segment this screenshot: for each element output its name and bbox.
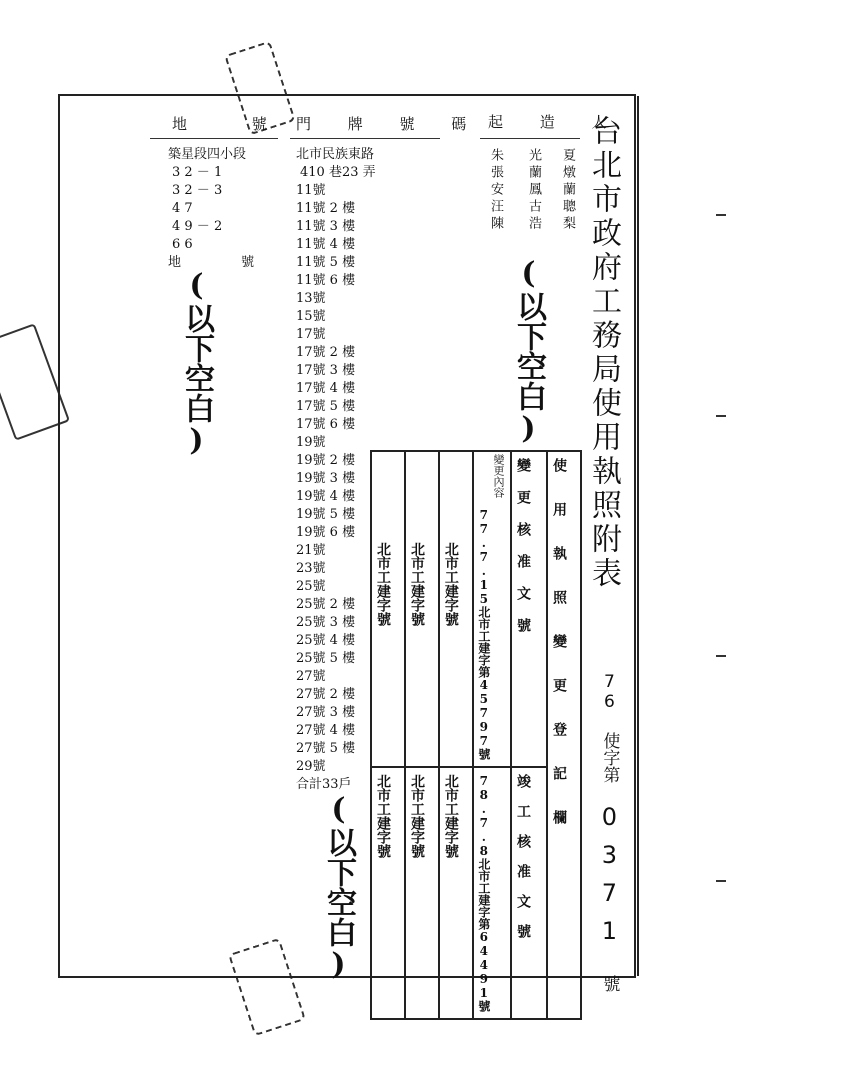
address-unit: 15號 [296,309,326,324]
land-number: 4 9 － 2 [172,219,223,234]
address-unit: 25號 4 樓 [296,633,356,648]
table-header: 使用執照變更登記欄 [551,458,568,854]
title-divider [637,96,639,976]
permit-year: 76 [599,672,620,712]
blank-mark: (以下空白) [179,268,214,458]
header-land-no: 地 號 [172,115,297,133]
address-unit: 27號 4 樓 [296,723,356,738]
address-unit: 11號 5 樓 [296,255,356,270]
address-road: 北市民族東路 [296,147,375,162]
address-unit: 25號 5 樓 [296,651,356,666]
address-unit: 19號 3 樓 [296,471,356,486]
address-unit: 21號 [296,543,326,558]
edge-tick [716,214,726,216]
blank-mark: (以下空白) [321,792,356,982]
address-unit: 11號 3 樓 [296,219,356,234]
header-underline [290,138,440,139]
address-unit: 27號 5 樓 [296,741,356,756]
col-left-header: 變更核准文號 [514,458,531,650]
land-number: 3 2 － 1 [172,165,223,180]
land-section: 築星段四小段 [168,147,247,162]
land-number: 4 7 [172,201,193,216]
permit-no: 0371 [595,803,624,955]
change-table [370,450,582,1020]
address-unit: 23號 [296,561,326,576]
col-right-header: 竣工核准文號 [514,774,531,954]
address-unit: 19號 5 樓 [296,507,356,522]
edge-tick [716,880,726,882]
address-unit: 17號 6 樓 [296,417,356,432]
table-row-cell: 北市工建字號 [408,542,425,626]
page-title: 台北市政府工務局使用執照附表 [586,115,621,591]
address-unit: 17號 4 樓 [296,381,356,396]
address-lane: 410 巷23 弄 [300,165,376,180]
table-row-cell: 77.7.15北市工建字第45797號 [476,508,491,760]
edge-tick [716,415,726,417]
address-unit: 11號 6 樓 [296,273,356,288]
permit-prefix: 使字第 [599,732,620,783]
header-door-no: 門 牌 號 碼 [296,115,483,133]
table-row-cell: 北市工建字號 [442,542,459,626]
address-unit: 27號 2 樓 [296,687,356,702]
address-unit: 11號 [296,183,326,198]
address-unit: 19號 6 樓 [296,525,356,540]
address-unit: 25號 2 樓 [296,597,356,612]
header-builder: 起 造 人 [488,113,623,131]
address-unit: 11號 2 樓 [296,201,356,216]
address-unit: 13號 [296,291,326,306]
edge-tick [716,655,726,657]
address-unit: 17號 3 樓 [296,363,356,378]
address-unit: 19號 4 樓 [296,489,356,504]
address-unit: 25號 3 樓 [296,615,356,630]
land-footer: 地 號 [168,255,283,270]
change-side-note: 變更內容 [492,454,505,498]
address-unit: 27號 3 樓 [296,705,356,720]
permit-number [596,672,622,992]
builder-column: 光蘭鳳古浩 [526,148,541,233]
address-unit: 27號 [296,669,326,684]
header-underline [480,138,580,139]
address-unit: 17號 2 樓 [296,345,356,360]
table-row-cell: 北市工建字號 [375,542,391,626]
table-row-cell: 北市工建字號 [375,774,391,858]
address-unit: 29號 [296,759,326,774]
address-unit: 19號 2 樓 [296,453,356,468]
address-unit: 17號 5 樓 [296,399,356,414]
address-unit: 17號 [296,327,326,342]
address-unit: 11號 4 樓 [296,237,356,252]
blank-mark: (以下空白) [511,256,546,446]
table-row-cell: 北市工建字號 [408,774,425,858]
land-number: 3 2 － 3 [172,183,223,198]
builder-column: 朱張安汪陳 [488,148,503,233]
address-total: 合計33戶 [296,777,352,792]
permit-suffix: 號 [599,975,620,992]
land-list [168,146,282,272]
header-underline [150,138,278,139]
table-row-cell: 北市工建字號 [442,774,459,858]
address-unit: 25號 [296,579,326,594]
land-number: 6 6 [172,237,193,252]
table-row-cell: 78.7.8北市工建字第64491號 [476,774,491,1012]
builder-column: 夏燉蘭聰梨 [560,148,575,233]
address-unit: 19號 [296,435,326,450]
